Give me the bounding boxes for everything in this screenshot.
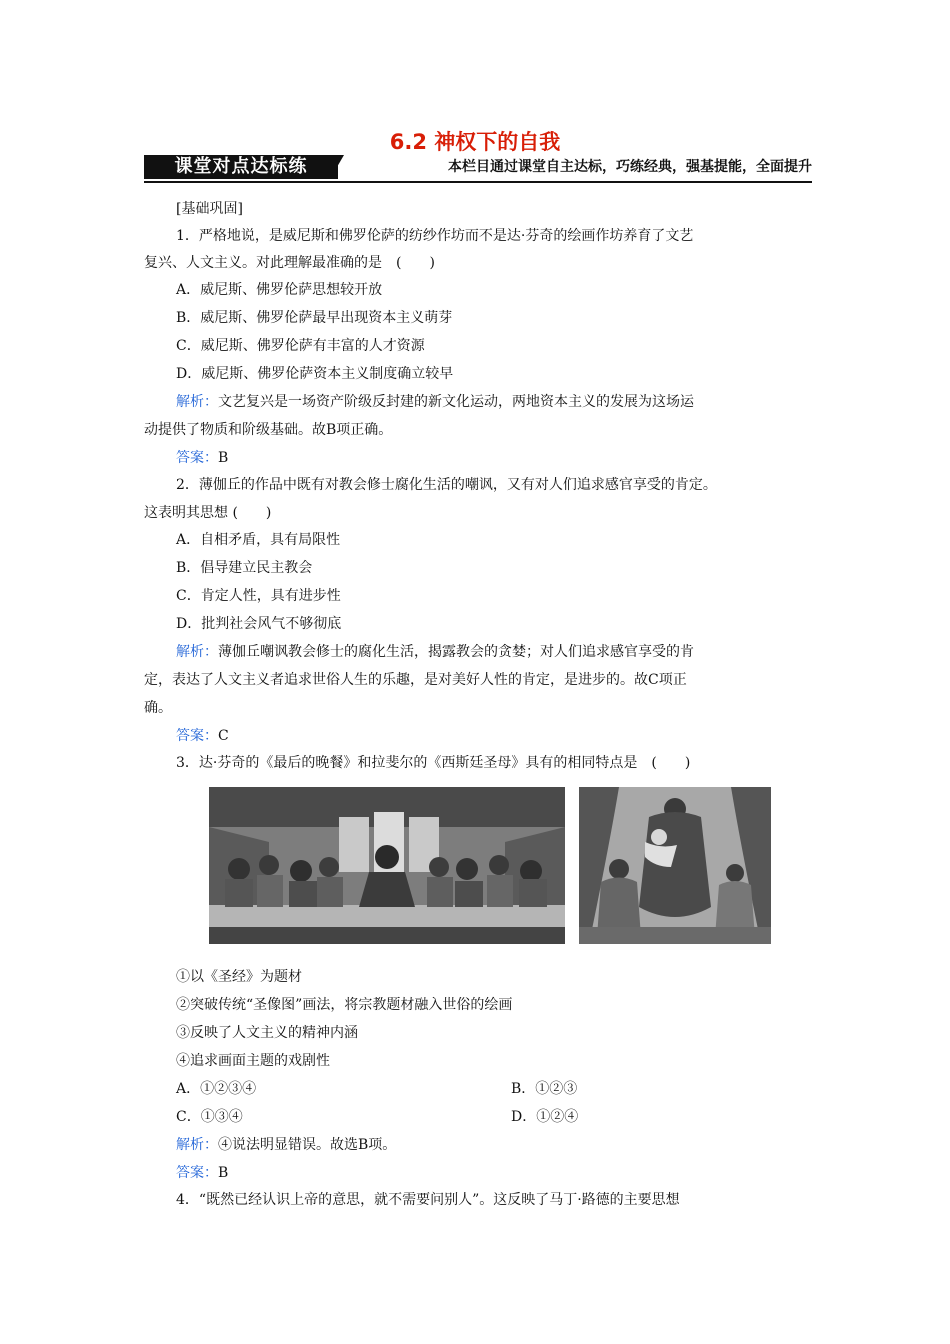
q3-option-a: A．①②③④ [176, 1081, 257, 1097]
q2-answer [176, 725, 229, 747]
banner-text: 本栏目通过课堂自主达标，巧练经典，强基提能，全面提升 [448, 159, 812, 175]
q1-option-b: B．威尼斯、佛罗伦萨最早出现资本主义萌芽 [176, 310, 453, 326]
q3-statement-1: ①以《圣经》为题材 [176, 969, 302, 985]
q3-statement-3: ③反映了人文主义的精神内涵 [176, 1025, 358, 1041]
q3-answer-value: B [218, 1165, 229, 1181]
q1-answer-label: 答案： [176, 450, 218, 466]
q3-statement-4: ④追求画面主题的戏剧性 [176, 1053, 330, 1069]
banner-slant [330, 155, 344, 179]
q2-stem-line2: 这表明其思想 ( ) [144, 505, 272, 521]
q2-option-a: A．自相矛盾，具有局限性 [176, 532, 341, 548]
q1-analysis-text1: 文艺复兴是一场资产阶级反封建的新文化运动，两地资本主义的发展为这场运 [218, 394, 694, 410]
q1-stem-line1: 1．严格地说，是威尼斯和佛罗伦萨的纺纱作坊而不是达·芬奇的绘画作坊养育了文艺 [176, 228, 694, 244]
q3-option-b: B．①②③ [511, 1081, 578, 1097]
q3-analysis-text1: ④说法明显错误。故选B项。 [218, 1137, 397, 1153]
q1-stem-line2: 复兴、人文主义。对此理解最准确的是 ( ) [144, 255, 435, 271]
section-banner [144, 155, 812, 179]
q1-analysis-label: 解析： [176, 394, 218, 410]
banner-label: 课堂对点达标练 [144, 155, 338, 179]
q2-analysis [176, 641, 694, 663]
q2-analysis-label: 解析： [176, 644, 218, 660]
q1-answer [176, 447, 228, 469]
q1-answer-value: B [218, 450, 229, 466]
q3-option-c: C．①③④ [176, 1109, 243, 1125]
q3-statement-2: ②突破传统“圣像图”画法，将宗教题材融入世俗的绘画 [176, 997, 513, 1013]
q3-option-d: D．①②④ [511, 1109, 579, 1125]
banner-rule [144, 181, 812, 183]
last-supper-painting [209, 787, 565, 944]
q1-option-c: C．威尼斯、佛罗伦萨有丰富的人才资源 [176, 338, 425, 354]
q1-option-d: D．威尼斯、佛罗伦萨资本主义制度确立较早 [176, 366, 454, 382]
q4-stem-line1: 4．“既然已经认识上帝的意思，就不需要问别人”。这反映了马丁·路德的主要思想 [176, 1192, 680, 1208]
q1-option-a: A．威尼斯、佛罗伦萨思想较开放 [176, 282, 383, 298]
q2-stem-line1: 2．薄伽丘的作品中既有对教会修士腐化生活的嘲讽，又有对人们追求感官享受的肯定。 [176, 477, 717, 493]
q2-answer-label: 答案： [176, 728, 218, 744]
q3-stem-line1: 3．达·芬奇的《最后的晚餐》和拉斐尔的《西斯廷圣母》具有的相同特点是 ( ) [176, 755, 691, 771]
q2-option-d: D．批判社会风气不够彻底 [176, 616, 342, 632]
q2-analysis-line3: 确。 [144, 700, 172, 716]
q1-analysis-line2: 动提供了物质和阶级基础。故B项正确。 [144, 422, 393, 438]
section-heading: [基础巩固] [176, 201, 243, 217]
last-supper-image [209, 787, 565, 944]
q2-analysis-text1: 薄伽丘嘲讽教会修士的腐化生活，揭露教会的贪婪；对人们追求感官享受的肯 [218, 644, 694, 660]
sistine-madonna-painting [579, 787, 771, 944]
q2-answer-value: C [218, 728, 229, 744]
q3-analysis [176, 1134, 396, 1156]
q3-analysis-label: 解析： [176, 1137, 218, 1153]
page-title: 6.2 神权下的自我 [389, 130, 561, 154]
q1-analysis [176, 391, 694, 413]
q2-option-b: B．倡导建立民主教会 [176, 560, 313, 576]
q2-option-c: C．肯定人性，具有进步性 [176, 588, 341, 604]
paintings-figure [209, 787, 771, 944]
q3-answer-label: 答案： [176, 1165, 218, 1181]
q2-analysis-line2: 定，表达了人文主义者追求世俗人生的乐趣，是对美好人性的肯定，是进步的。故C项正 [144, 672, 687, 688]
q3-answer [176, 1162, 228, 1184]
sistine-madonna-image [579, 787, 771, 944]
